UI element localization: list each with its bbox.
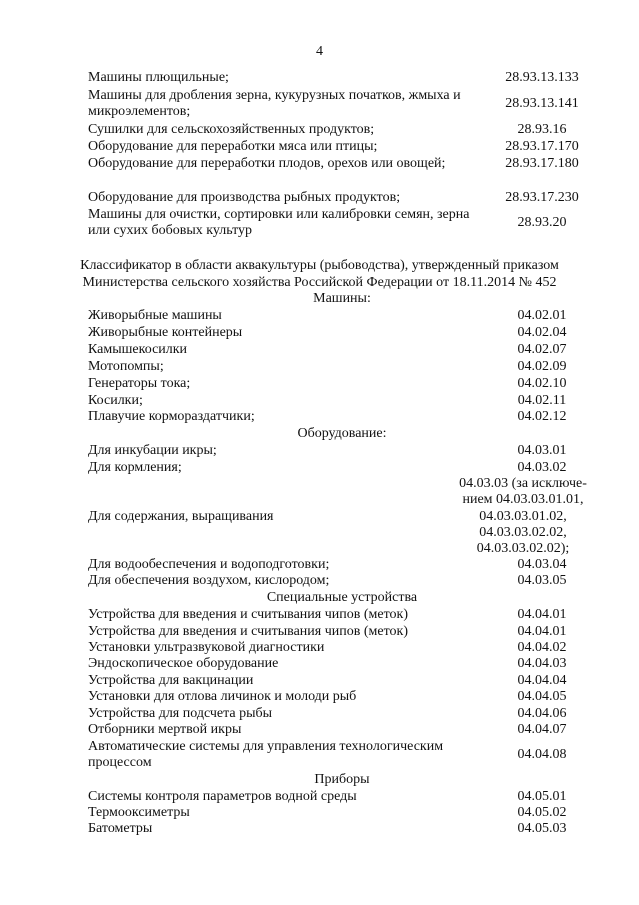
item-code: 28.93.17.230 xyxy=(505,190,579,205)
item-code: 04.03.05 xyxy=(517,573,567,588)
item-code: 04.02.12 xyxy=(517,409,567,424)
item-code: 04.05.03 xyxy=(517,821,567,836)
item-code: 04.02.11 xyxy=(517,393,567,408)
item-name: Термооксиметры xyxy=(88,805,190,820)
list-item xyxy=(88,393,596,409)
classifier-heading-line2: Министерства сельского хозяйства Российской Федерации от 18.11.2014 № 452 xyxy=(82,275,557,290)
item-name: Для водообеспечения и водоподготовки; xyxy=(88,557,330,572)
item-code: 04.02.01 xyxy=(517,308,567,323)
list-item xyxy=(88,739,596,771)
item-name: Для инкубации икры; xyxy=(88,443,217,458)
item-code: 04.02.10 xyxy=(517,376,567,391)
item-code: 28.93.16 xyxy=(517,122,567,137)
list-item xyxy=(88,656,596,672)
list-item xyxy=(88,789,596,805)
item-name: Живорыбные машины xyxy=(88,308,222,323)
item-code: 04.04.04 xyxy=(517,673,567,688)
list-item xyxy=(88,409,596,425)
section-title-equipment: Оборудование: xyxy=(297,426,387,441)
list-item xyxy=(88,156,596,172)
item-code: 04.03.04 xyxy=(517,557,567,572)
item-name: Оборудование для переработки мяса или птицы; xyxy=(88,139,378,154)
item-code: 04.02.04 xyxy=(517,325,567,340)
item-code: 04.04.06 xyxy=(517,706,567,721)
item-name: Косилки; xyxy=(88,393,143,408)
item-name: Установки для отлова личинок и молоди рыб xyxy=(88,689,357,704)
item-name: Для содержания, выращивания xyxy=(88,509,274,524)
item-code: 28.93.13.141 xyxy=(505,96,579,111)
item-name: Для кормления; xyxy=(88,460,182,475)
list-item xyxy=(88,722,596,738)
item-name: Устройства для подсчета рыбы xyxy=(88,706,273,721)
classifier-heading-line1: Классификатор в области аквакультуры (рыбоводства), утвержденный приказом xyxy=(80,258,559,273)
item-name: Машины для очистки, сортировки или калибровки семян, зерна или сухих бобовых культур xyxy=(88,207,470,238)
list-item xyxy=(88,359,596,375)
list-item xyxy=(88,640,596,656)
item-name: Камышекосилки xyxy=(88,342,188,357)
item-code-line: 04.03.03.02.02, xyxy=(479,525,567,540)
item-code: 28.93.13.133 xyxy=(505,70,579,85)
section-title-instruments: Приборы xyxy=(314,772,370,787)
item-code: 04.04.03 xyxy=(517,656,567,671)
item-code: 04.04.08 xyxy=(517,747,567,762)
list-item xyxy=(88,190,596,206)
item-name: Системы контроля параметров водной среды xyxy=(88,789,357,804)
item-name: Сушилки для сельскохозяйственных продуктов; xyxy=(88,122,375,137)
item-name: Эндоскопическое оборудование xyxy=(88,656,279,671)
item-name: Машины для дробления зерна, кукурузных початков, жмыха и микроэлементов; xyxy=(88,88,461,119)
item-name: Устройства для вакцинации xyxy=(88,673,254,688)
item-code: 04.05.01 xyxy=(517,789,567,804)
item-code: 04.04.01 xyxy=(517,624,567,639)
item-code: 04.04.07 xyxy=(517,722,567,737)
item-name: Оборудование для производства рыбных продуктов; xyxy=(88,190,401,205)
list-item xyxy=(88,805,596,821)
item-code: 28.93.17.180 xyxy=(505,156,579,171)
item-name: Оборудование для переработки плодов, орехов или овощей; xyxy=(88,156,446,171)
item-code-line: 04.03.03 (за исключе- xyxy=(459,476,587,491)
list-item xyxy=(88,122,596,138)
item-code: 04.05.02 xyxy=(517,805,567,820)
list-item xyxy=(88,624,596,640)
item-name: Автоматические системы для управления технологическим процессом xyxy=(88,739,444,770)
item-code: 04.04.05 xyxy=(517,689,567,704)
list-item xyxy=(88,821,596,837)
list-item xyxy=(88,342,596,358)
list-item xyxy=(88,308,596,324)
item-code: 04.02.07 xyxy=(517,342,567,357)
list-item xyxy=(88,573,596,589)
item-code: 28.93.17.170 xyxy=(505,139,579,154)
item-name: Машины плющильные; xyxy=(88,70,229,85)
list-item xyxy=(88,689,596,705)
item-code: 04.03.01 xyxy=(517,443,567,458)
item-code-line: 04.03.03.02.02); xyxy=(476,541,570,556)
item-name: Отборники мертвой икры xyxy=(88,722,242,737)
list-item xyxy=(88,673,596,689)
item-name: Для обеспечения воздухом, кислородом; xyxy=(88,573,330,588)
item-code-line: нием 04.03.03.01.01, xyxy=(462,492,584,507)
item-name: Плавучие кормораздатчики; xyxy=(88,409,255,424)
list-item xyxy=(88,139,596,155)
list-item xyxy=(88,207,596,239)
item-name: Живорыбные контейнеры xyxy=(88,325,243,340)
item-code: 04.04.02 xyxy=(517,640,567,655)
item-code: 04.02.09 xyxy=(517,359,567,374)
item-name: Устройства для введения и считывания чипов (меток) xyxy=(88,607,408,622)
page-number: 4 xyxy=(316,44,323,59)
list-item xyxy=(88,460,596,476)
list-item xyxy=(88,557,596,573)
list-item xyxy=(88,88,596,120)
item-name: Батометры xyxy=(88,821,153,836)
item-code-line: 04.03.03.01.02, xyxy=(479,509,567,524)
item-code: 04.04.01 xyxy=(517,607,567,622)
item-name: Устройства для введения и считывания чипов (меток) xyxy=(88,624,408,639)
item-name: Установки ультразвуковой диагностики xyxy=(88,640,325,655)
list-item xyxy=(88,706,596,722)
section-title-special-devices: Специальные устройства xyxy=(266,590,418,605)
item-name: Генераторы тока; xyxy=(88,376,191,391)
list-item xyxy=(88,443,596,459)
list-item xyxy=(88,325,596,341)
list-item xyxy=(88,376,596,392)
section-title-machines: Машины: xyxy=(313,291,371,306)
item-code: 28.93.20 xyxy=(517,215,567,230)
list-item xyxy=(88,607,596,623)
item-code: 04.03.02 xyxy=(517,460,567,475)
item-name: Мотопомпы; xyxy=(88,359,164,374)
list-item xyxy=(88,70,596,86)
